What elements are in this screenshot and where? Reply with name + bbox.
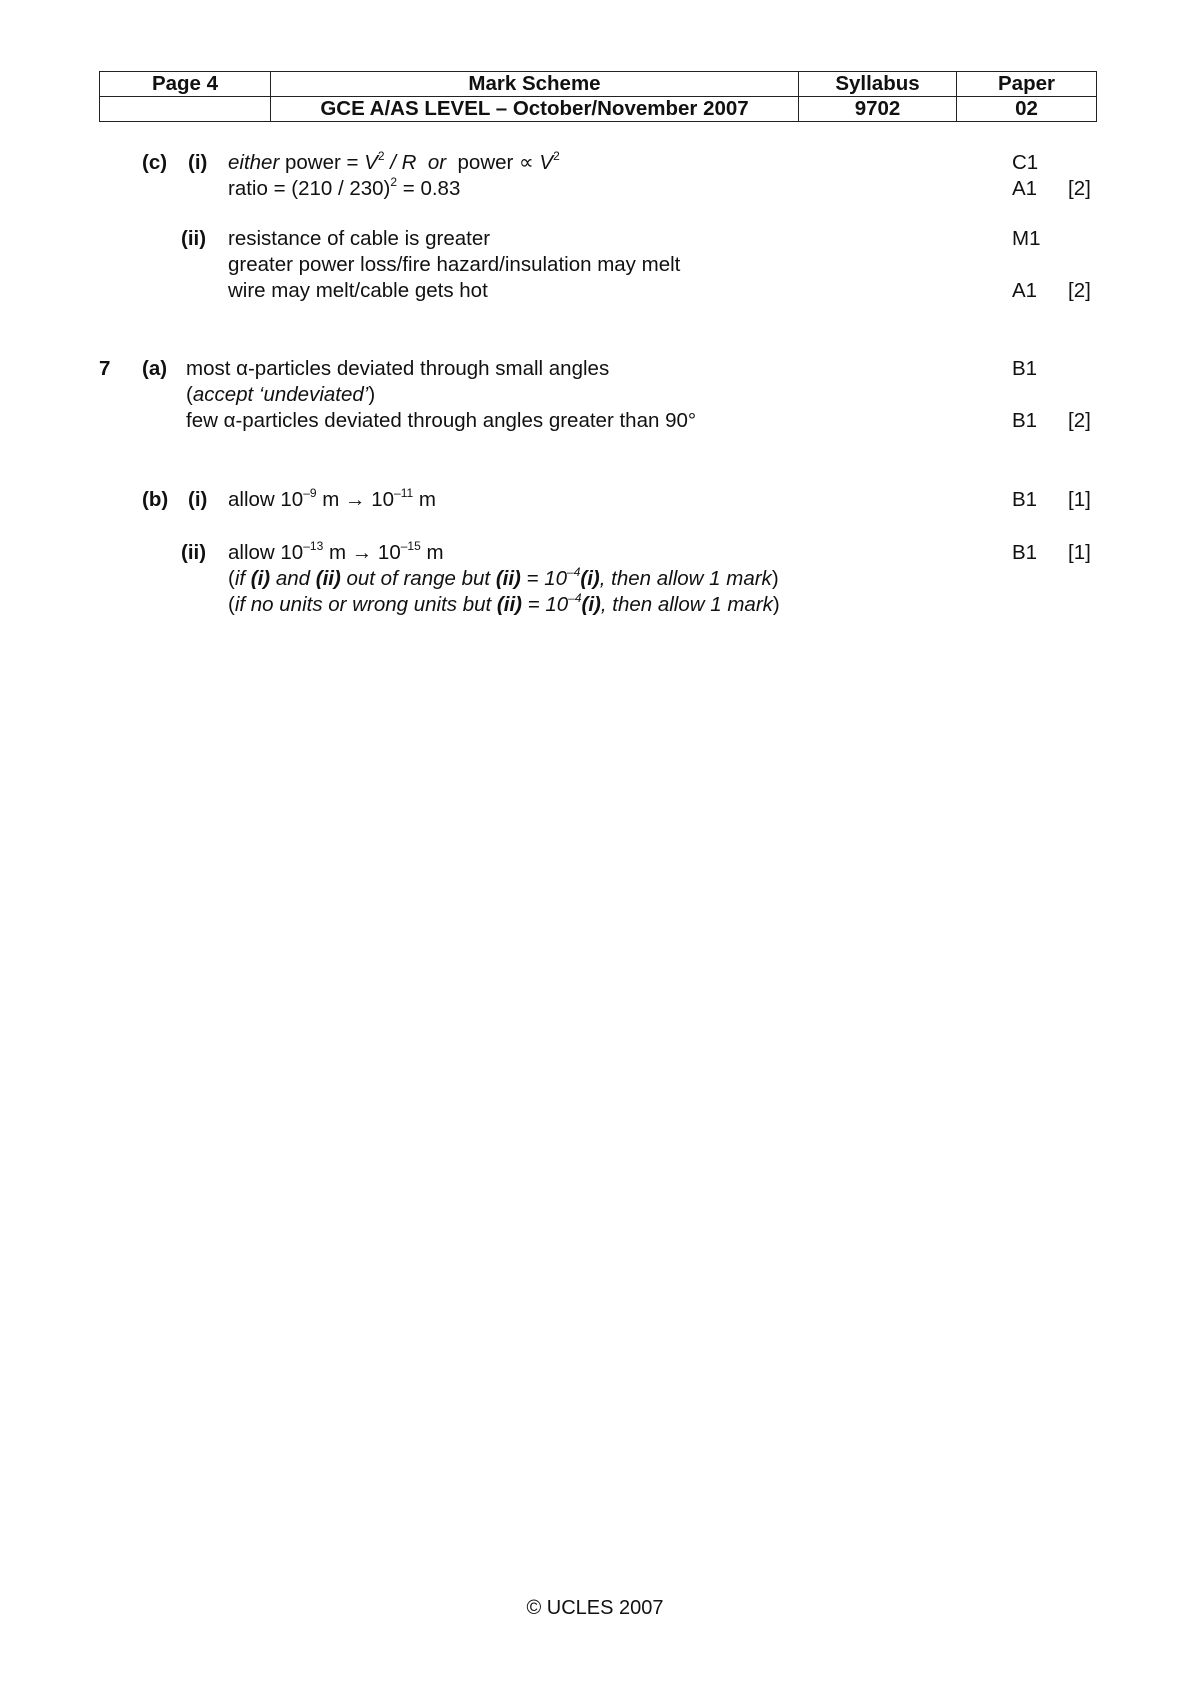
note-text: out of range but: [340, 567, 496, 590]
sup: 2: [377, 149, 385, 163]
q7-number: 7: [99, 357, 111, 380]
paren: ): [772, 593, 780, 616]
v-symbol: V: [539, 151, 554, 174]
paren: (: [186, 383, 193, 406]
q7a-line2: [186, 382, 375, 408]
sup: 2: [553, 149, 560, 163]
mark-total: [2]: [1068, 409, 1091, 432]
q7b-ii-label: (ii): [181, 541, 207, 564]
mark-total: [2]: [1068, 177, 1091, 200]
note-ref: (ii): [495, 567, 521, 590]
q6c-i-label: (i): [188, 151, 208, 174]
q7b-i-label: (i): [188, 488, 208, 511]
note-text: and: [270, 567, 316, 590]
note-text: = 10: [521, 593, 569, 616]
q6c-part-label: (c): [142, 151, 168, 174]
paren: ): [368, 383, 376, 406]
header-exam: GCE A/AS LEVEL – October/November 2007: [271, 97, 799, 122]
header-table: [99, 71, 1097, 122]
header-empty-cell: [100, 97, 271, 122]
q6c-ii-label: (ii): [181, 227, 207, 250]
mark-total: [2]: [1068, 279, 1091, 302]
mark-code: B1: [1012, 357, 1038, 380]
allow-text: allow 10: [228, 541, 304, 564]
q7b-ii-line: [228, 540, 444, 568]
q6c-ii-line1: resistance of cable is greater: [228, 227, 491, 250]
q6c-ii-line2: greater power loss/fire hazard/insulation may melt: [228, 253, 681, 276]
q7a-line3: few α-particles deviated through angles greater than 90°: [186, 409, 697, 432]
mark-code: C1: [1012, 151, 1039, 174]
header-page: Page 4: [100, 72, 271, 97]
or-word: or: [427, 151, 447, 174]
mark-code: B1: [1012, 541, 1038, 564]
sup: –13: [303, 539, 324, 553]
paren: (: [228, 567, 235, 590]
unit: m: [413, 488, 436, 511]
r-symbol: / R: [384, 151, 417, 174]
q6c-i-line2: [228, 176, 460, 204]
ratio-text: ratio = (210 / 230): [228, 177, 391, 200]
paren: (: [228, 593, 235, 616]
header-syllabus-label: Syllabus: [799, 72, 957, 97]
mark-code: B1: [1012, 488, 1038, 511]
header-paper-label: Paper: [957, 72, 1097, 97]
header-syllabus-value: 9702: [799, 97, 957, 122]
mark-total: [1]: [1068, 488, 1091, 511]
q7a-line1: most α-particles deviated through small angles: [186, 357, 610, 380]
either-word: either: [228, 151, 280, 174]
power-eq: power =: [284, 151, 365, 174]
sup: 2: [390, 175, 398, 189]
header-paper-value: 02: [957, 97, 1097, 122]
header-title: Mark Scheme: [271, 72, 799, 97]
note-text: = 10: [520, 567, 568, 590]
q6c-i-line1: [228, 150, 560, 178]
note-ref: (i): [580, 567, 600, 590]
mark-code: A1: [1012, 279, 1038, 302]
mark-total: [1]: [1068, 541, 1091, 564]
q7b-label: (b): [142, 488, 169, 511]
sup: –9: [303, 486, 317, 500]
v-symbol: V: [364, 151, 378, 174]
range-arrow: m → 10: [316, 488, 395, 511]
q7b-i-line: [228, 487, 436, 515]
note-text: if: [234, 567, 251, 590]
note-text: , then allow 1 mark: [600, 593, 773, 616]
note-ref: (ii): [496, 593, 522, 616]
copyright-footer: © UCLES 2007: [526, 1597, 664, 1619]
q7a-label: (a): [142, 357, 168, 380]
q7b-note2: [228, 592, 780, 620]
accept-note: accept ‘undeviated’: [192, 383, 369, 406]
paren: ): [771, 567, 779, 590]
note-ref: (i): [581, 593, 601, 616]
sup: –4: [567, 565, 581, 579]
note-ref: (i): [250, 567, 271, 590]
mark-code: A1: [1012, 177, 1038, 200]
ratio-result: = 0.83: [397, 177, 461, 200]
mark-code: M1: [1012, 227, 1041, 250]
power-prop: power ∝: [457, 151, 540, 174]
mark-code: B1: [1012, 409, 1038, 432]
range-arrow: m → 10: [323, 541, 401, 564]
sup: –15: [400, 539, 421, 553]
note-text: , then allow 1 mark: [599, 567, 772, 590]
allow-text: allow 10: [228, 488, 304, 511]
sup: –11: [394, 486, 414, 500]
note-text: if no units or wrong units but: [234, 593, 497, 616]
note-ref: (ii): [315, 567, 341, 590]
sup: –4: [568, 591, 582, 605]
q6c-ii-line3: wire may melt/cable gets hot: [228, 279, 488, 302]
unit: m: [420, 541, 444, 564]
q7b-note1: [228, 566, 779, 594]
